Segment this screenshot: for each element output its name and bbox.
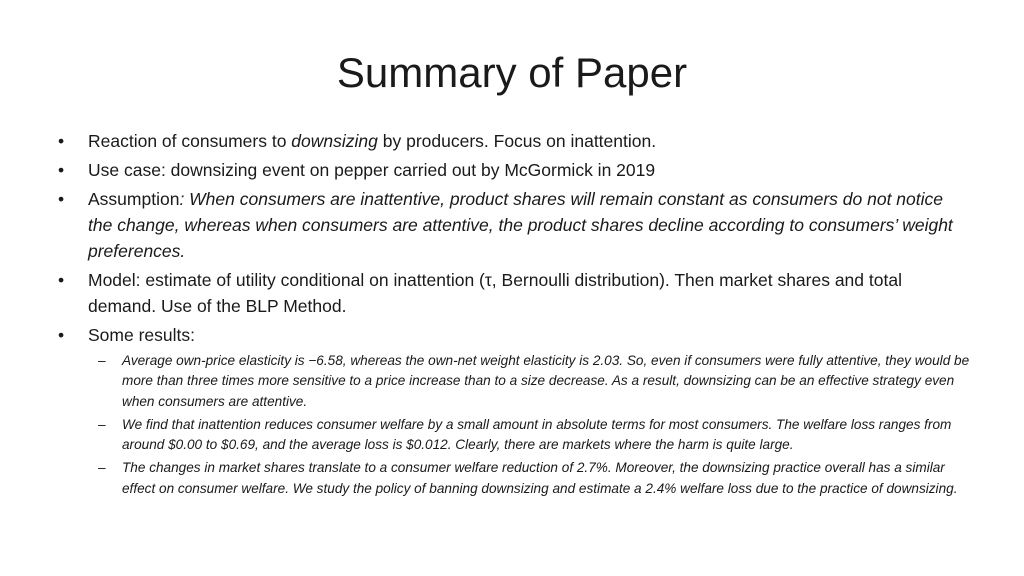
bullet-text: Some results:: [88, 325, 195, 345]
bullet-emphasis: downsizing: [291, 131, 378, 151]
bullet-text: Model: estimate of utility conditional on inattention (τ, Bernoulli distribution). Then market shares and total demand. Use of the BLP Method.: [88, 270, 902, 316]
slide-title: Summary of Paper: [336, 49, 688, 96]
result-text: The changes in market shares translate to a consumer welfare reduction of 2.7%. Moreover, the downsizing practice overall has a similar effect on consumer welfare. We study the policy of banning downsizing and estimate a 2.4% welfare loss due to the practice of downsizing.: [122, 460, 958, 496]
bullet-item: [58, 157, 970, 183]
result-text: We find that inattention reduces consumer welfare by a small amount in absolute terms for most consumers. The welfare loss ranges from around $0.00 to $0.69, and the average loss is $0.012. Clearly, there are markets where the harm is quite large.: [122, 416, 952, 453]
bullet-marker: •: [58, 160, 65, 180]
bullet-emphasis: : When consumers are inattentive, product shares will remain constant as consumers do not notice the change, whereas when consumers are attentive, the product shares decline according to consumers’ weight preferences.: [88, 189, 953, 261]
bullet-item: [58, 186, 970, 264]
result-item: [58, 415, 970, 456]
dash-marker: –: [98, 353, 106, 368]
result-text: Average own-price elasticity is −6.58, whereas the own-net weight elasticity is 2.03. So, even if consumers were fully attentive, they would be more than three times more sensitive to a price increase than to a size decrease. As a result, downsizing can be an effective strategy even when consumers are attentive.: [122, 353, 970, 409]
bullet-text: Reaction of consumers to: [88, 131, 292, 151]
bullet-marker: •: [58, 131, 65, 151]
slide-content: [58, 128, 970, 502]
result-item: [58, 458, 970, 499]
dash-marker: –: [98, 416, 106, 432]
bullet-item: [58, 322, 970, 348]
bullet-marker: •: [58, 189, 65, 209]
bullet-item: [58, 267, 970, 319]
bullet-text: Use case: downsizing event on pepper carried out by McGormick in 2019: [88, 160, 656, 180]
result-item: [58, 351, 970, 412]
dash-marker: –: [98, 460, 106, 476]
bullet-marker: •: [58, 325, 65, 345]
bullet-text: Assumption: [88, 189, 180, 209]
bullet-text: by producers. Focus on inattention.: [377, 131, 657, 151]
bullet-item: [58, 128, 970, 154]
bullet-marker: •: [58, 270, 65, 290]
